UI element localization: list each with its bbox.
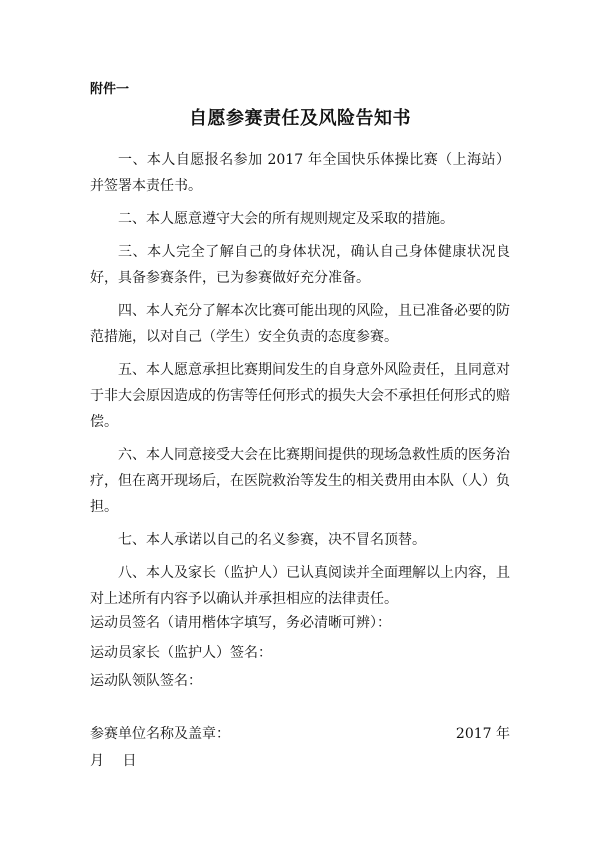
guardian-signature-line: 运动员家长（监护人）签名： [90,645,272,661]
attachment-label: 附件一 [90,82,130,97]
document-body [90,147,510,619]
clause-paragraph: 二、本人愿意遵守大会的所有规则规定及采取的措施。 [118,211,454,227]
clause-paragraph: 三、本人完全了解自己的身体状况，确认自己身体健康状况良好，具备参赛条件，已为参赛做好充分准备。 [90,244,510,286]
clause-paragraph: 七、本人承诺以自己的名义参赛，决不冒名顶替。 [118,532,426,548]
clause-paragraph: 四、本人充分了解本次比赛可能出现的风险，且已准备必要的防范措施，以对自己（学生）安全负责的态度参赛。 [90,303,510,345]
date-row [90,751,136,771]
unit-seal-row [90,724,510,744]
athlete-signature-line: 运动员签名（请用楷体字填写，务必清晰可辨）： [90,615,391,631]
clause-paragraph: 八、本人及家长（监护人）已认真阅读并全面理解以上内容，且对上述所有内容予以确认并承担相应的法律责任。 [90,565,510,607]
year-label: 2017 年 [455,726,510,742]
day-label: 日 [122,753,137,769]
team-leader-signature-line: 运动队领队签名： [90,673,202,689]
clause-paragraph: 一、本人自愿报名参加 2017 年全国快乐体操比赛（上海站）并签署本责任书。 [90,152,510,194]
unit-seal-label: 参赛单位名称及盖章： [90,726,230,742]
clause-paragraph: 五、本人愿意承担比赛期间发生的自身意外风险责任，且同意对于非大会原因造成的伤害等任何形式的损失大会不承担任何形式的赔偿。 [90,362,510,430]
month-label: 月 [90,753,104,769]
document-title: 自愿参赛责任及风险告知书 [189,108,411,129]
clause-paragraph: 六、本人同意接受大会在比赛期间提供的现场急救性质的医务治疗，但在离开现场后，在医院救治等发生的相关费用由本队（人）负担。 [90,447,510,515]
